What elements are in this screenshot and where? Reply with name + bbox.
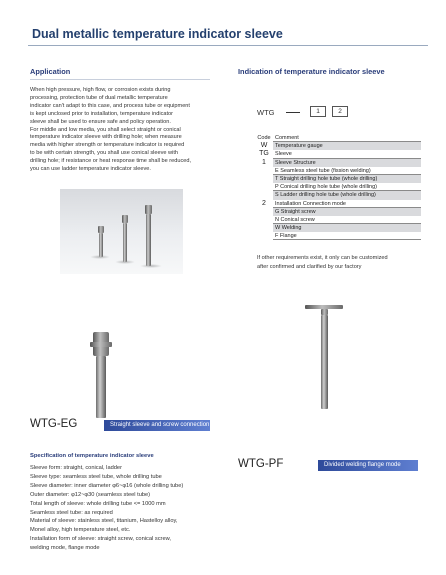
code-cell bbox=[256, 208, 272, 216]
model-label-eg: Straight sleeve and screw connection bbox=[104, 420, 210, 431]
note-line: after confirmed and clarified by our factory bbox=[257, 263, 362, 270]
code-table-row bbox=[256, 232, 421, 240]
specification-line: Sleeve form: straight, conical, ladder bbox=[30, 465, 122, 471]
model-label-pf: Divided welding flange mode bbox=[318, 460, 418, 471]
model-dash bbox=[286, 112, 300, 113]
comment-cell: P Conical drilling hole tube (whole drilling) bbox=[273, 183, 421, 191]
comment-cell: E Seamless steel tube (fission welding) bbox=[273, 167, 421, 175]
code-table-row bbox=[256, 142, 421, 150]
application-line: For middle and low media, you shall select straight or conical bbox=[30, 126, 181, 133]
specification-line: Monel alloy, high temperature steel, etc. bbox=[30, 527, 131, 534]
sleeves-photo bbox=[60, 189, 183, 274]
application-line: temperature indicator sleeve with drilling hole; when measure bbox=[30, 134, 182, 141]
comment-cell: F Flange bbox=[273, 232, 421, 240]
model-box-1: 1 bbox=[310, 106, 326, 117]
model-tag-pf bbox=[238, 458, 418, 472]
code-table-row bbox=[256, 183, 421, 191]
code-cell: 1 bbox=[262, 158, 266, 166]
model-box-2: 2 bbox=[332, 106, 348, 117]
specification-heading: Specification of temperature indicator sleeve bbox=[30, 453, 154, 459]
application-line: is kept unclosed prior to installation, temperature indicator bbox=[30, 110, 174, 117]
specification-line: Seamless steel tube: as required bbox=[30, 509, 113, 516]
model-tag-eg bbox=[30, 418, 210, 432]
comment-cell: W Welding bbox=[273, 224, 421, 232]
code-cell bbox=[256, 167, 272, 175]
application-heading: Application bbox=[30, 67, 71, 76]
application-rule bbox=[30, 79, 210, 80]
code-table-row bbox=[256, 216, 421, 224]
application-line: indicator can't adapt to this case, and process tube or equipment bbox=[30, 102, 190, 109]
application-line: When high pressure, high flow, or corrosion exists during bbox=[30, 87, 171, 93]
model-prefix: WTG bbox=[257, 108, 275, 117]
code-table-row bbox=[256, 159, 421, 167]
comment-cell: T Straight drilling hole tube (whole drilling) bbox=[273, 175, 421, 183]
comment-cell: N Conical screw bbox=[273, 216, 421, 224]
title-bar bbox=[28, 24, 428, 46]
code-cell bbox=[256, 175, 272, 183]
page-title: Dual metallic temperature indicator sleeve bbox=[32, 27, 283, 41]
specification-line: Total length of sleeve: whole drilling tube <= 1000 mm bbox=[30, 500, 166, 507]
code-cell: TG bbox=[259, 150, 269, 158]
indication-heading: Indication of temperature indicator sleeve bbox=[238, 67, 385, 76]
application-line: you can use ladder temperature indicator sleeve. bbox=[30, 166, 151, 173]
code-cell bbox=[256, 191, 272, 199]
code-cell: Code bbox=[257, 135, 271, 141]
specification-line: welding mode, flange mode bbox=[30, 545, 100, 552]
application-text bbox=[30, 87, 210, 174]
specification-line: Installation form of sleeve: straight screw, conical screw, bbox=[30, 536, 171, 543]
custom-note bbox=[257, 254, 388, 271]
code-table-row bbox=[256, 224, 421, 232]
code-cell: 2 bbox=[262, 199, 266, 207]
specification-line: Material of sleeve: stainless steel, titanium, Hastelloy alloy, bbox=[30, 518, 178, 525]
code-cell: W bbox=[260, 142, 268, 150]
specification-text bbox=[30, 464, 183, 553]
comment-cell: Installation Connection mode bbox=[273, 200, 421, 208]
code-cell bbox=[256, 224, 272, 232]
code-table-row bbox=[256, 208, 421, 216]
code-table-row bbox=[256, 150, 421, 158]
comment-cell: Temperature gauge bbox=[273, 142, 421, 150]
application-line: processing, protection tube of dual metallic temperature bbox=[30, 94, 168, 101]
code-table-row bbox=[256, 134, 421, 142]
specification-line: Outer diameter: φ12~φ30 (seamless steel tube) bbox=[30, 491, 151, 498]
comment-cell: S Ladder drilling hole tube (whole drilling) bbox=[273, 191, 421, 199]
comment-cell: Sleeve Structure bbox=[273, 159, 421, 167]
code-table-row bbox=[256, 167, 421, 175]
code-cell bbox=[256, 216, 272, 224]
code-table-row bbox=[256, 200, 421, 208]
specification-line: Sleeve diameter: inner diameter φ6~φ16 (whole drilling tube) bbox=[30, 482, 184, 489]
comment-cell: Comment bbox=[273, 134, 421, 142]
specification-line: Sleeve type: seamless steel tube, whole drilling tube bbox=[30, 473, 162, 480]
code-cell bbox=[256, 232, 272, 240]
code-table-row bbox=[256, 175, 421, 183]
application-line: media with higher strength or temperature indicator is required bbox=[30, 142, 185, 149]
code-cell bbox=[256, 183, 272, 191]
application-line: drilling hole; if resistance or heat response time shall be reduced, bbox=[30, 158, 192, 165]
application-line: sleeve shall be used to ensure safe and policy operation. bbox=[30, 118, 171, 125]
model-code-eg: WTG-EG bbox=[30, 418, 78, 430]
application-line: to be with certain strength, you shall use conical sleeve with bbox=[30, 150, 179, 157]
note-line: If other requirements exist, it only can be customized bbox=[257, 255, 388, 261]
comment-cell: G Straight screw bbox=[273, 208, 421, 216]
code-table-row bbox=[256, 191, 421, 199]
comment-cell: Sleeve bbox=[273, 150, 421, 158]
model-code-pf: WTG-PF bbox=[238, 458, 284, 470]
code-table bbox=[256, 134, 421, 240]
